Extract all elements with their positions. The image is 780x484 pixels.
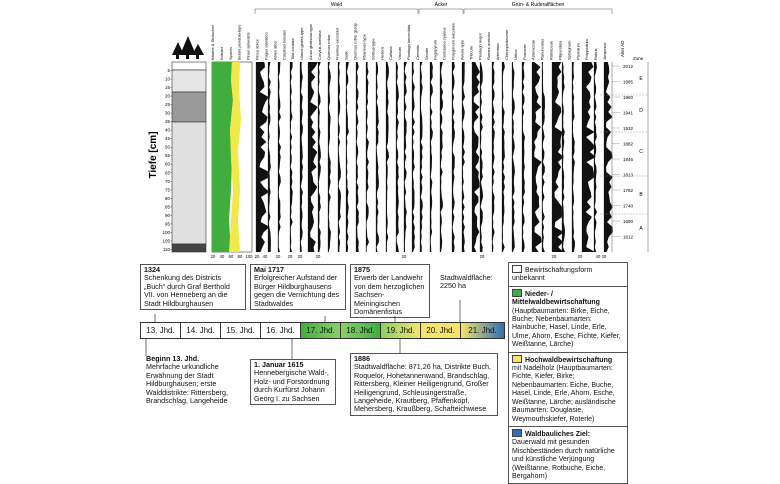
taxon-label: Fagopyrum bbox=[432, 39, 438, 60]
dating-label: 1882 bbox=[623, 141, 634, 147]
depth-tick-label: 10 bbox=[164, 76, 170, 82]
taxon-label: Rubiaceae bbox=[548, 40, 554, 60]
swatch-wald bbox=[512, 429, 522, 437]
dating-label: 1740 bbox=[623, 203, 634, 209]
depth-tick-label: 70 bbox=[164, 178, 170, 184]
depth-tick-label: 20 bbox=[164, 93, 170, 99]
depth-tick-label: 15 bbox=[164, 85, 170, 91]
scale-label: 40 bbox=[219, 254, 225, 259]
taxon-label: Avena-type bbox=[459, 39, 465, 60]
scale-label: 20 bbox=[287, 254, 293, 259]
taxon-curve bbox=[420, 62, 423, 252]
taxon-label: Sorbus-type bbox=[370, 38, 376, 60]
taxon-curve bbox=[256, 62, 270, 252]
taxon-label: Cerealia bbox=[414, 45, 420, 60]
zone-label: B bbox=[639, 192, 643, 198]
dating-label: 1846 bbox=[623, 157, 634, 162]
legend-hoch: Hochwaldbewirtschaftung mit Nadelholz (Hauptbaumarten: Fichte, Kiefer, Birke; Nebenbaumarten: Eiche, Buche, Hasel, Linde, Erle, Ahorn, Esche, Weißtanne, Lärche; ausländische Baumarten: Douglasie, Weymouthskiefer, Roterle) bbox=[509, 353, 627, 427]
taxon-label: Betula pendula-type bbox=[236, 24, 242, 60]
century-label: 16. Jhd. bbox=[266, 326, 295, 335]
scale-label: 20 bbox=[254, 254, 260, 259]
century-21 bbox=[460, 322, 505, 339]
dating-label: 1932 bbox=[623, 126, 634, 131]
legend-nieder: Nieder- / Mittelwaldbewirtschaftung (Hauptbaumarten: Birke, Eiche, Buche; Nebenbaumarten: Hainbuche, Hasel, Linde, Erle, Ulme, Ahorn, Esche, Fichte, Kiefer, Weißtanne, Lärche) bbox=[509, 287, 627, 353]
century-label: 13. Jhd. bbox=[146, 326, 175, 335]
taxon-curve bbox=[462, 62, 465, 252]
century-16 bbox=[260, 322, 301, 339]
depth-tick-label: 85 bbox=[164, 204, 170, 210]
taxon-curve bbox=[386, 62, 389, 252]
century-label: 19. Jhd. bbox=[386, 326, 415, 335]
taxon-curve bbox=[346, 62, 349, 252]
century-17 bbox=[300, 322, 341, 339]
century-label: 17. Jhd. bbox=[306, 326, 335, 335]
scale-label: 20 bbox=[551, 254, 557, 259]
scale-label: 20 bbox=[297, 254, 303, 259]
taxon-label: Artemisia bbox=[495, 43, 501, 60]
century-13 bbox=[140, 322, 181, 339]
event-beginn-13: Beginn 13. Jhd. Mehrfache urkundliche Erwähnung der Stadt Hildburghausen; erste Walddistrikte: Rittersberg, Brandschlag, Langeheide bbox=[146, 354, 229, 406]
taxon-label: Fagus sylvatica bbox=[263, 32, 269, 60]
summary-curve bbox=[212, 62, 252, 252]
event-1324: 1324 Schenkung des Districts „Buch“ durch Graf Berthold VII. von Henneberg an die Stadt Hildburghausen bbox=[140, 264, 246, 310]
dating-label: 1960 bbox=[623, 95, 634, 100]
taxon-label: Calluna bbox=[388, 46, 394, 60]
scale-label: 40 bbox=[262, 254, 268, 259]
taxon-curve bbox=[308, 62, 318, 252]
taxon-label: Ulmus glabra-type bbox=[299, 27, 305, 60]
dating-label: 1813 bbox=[623, 172, 634, 178]
scale-label: 20 bbox=[479, 254, 485, 259]
event-1717: Mai 1717 Erfolgreicher Aufstand der Bürger Hildburghausens gegen die Vernichtung des Stadtwaldes bbox=[250, 264, 346, 310]
scale-label: 20 bbox=[577, 254, 583, 259]
taxon-label: Rumex acetosa bbox=[486, 32, 492, 60]
taxon-label: Quercus robur group bbox=[352, 23, 358, 60]
taxon-label: Tilia cordata bbox=[290, 38, 296, 60]
scale-label: 40 bbox=[595, 254, 601, 259]
dating-label: 2012 bbox=[623, 64, 634, 69]
event-1886: 1886 Stadtwaldfläche: 871,26 ha, Distrikte Buch, Roquelor, Hohetannenwand, Brandschlag, Rittersberg, Kleiner Heiligengrund, Großer Heiligengrund, Schleusingerstraße, Langeheide, Krautberg, Pfaffenkopf, Mehersberg, Kraußberg, Schafteichwiese bbox=[350, 353, 498, 416]
dating-label: 1782 bbox=[623, 188, 634, 193]
depth-tick-label: 40 bbox=[164, 127, 170, 133]
taxon-label: Corylus avellana bbox=[316, 30, 322, 60]
taxon-curve bbox=[396, 62, 399, 252]
depth-tick-label: 75 bbox=[164, 187, 170, 193]
dating-column bbox=[612, 64, 634, 240]
dating-label: 1941 bbox=[623, 110, 634, 116]
century-label: 14. Jhd. bbox=[186, 326, 215, 335]
taxon-curve bbox=[472, 62, 480, 252]
taxon-curve bbox=[542, 62, 545, 252]
century-label: 15. Jhd. bbox=[226, 326, 255, 335]
depth-tick-label: 5 bbox=[167, 68, 170, 74]
swatch-hoch bbox=[512, 355, 522, 363]
swatch-nieder bbox=[512, 289, 522, 297]
event-stadtwald: Stadtwaldfläche: 2250 ha bbox=[440, 273, 493, 291]
century-19 bbox=[380, 322, 421, 339]
scale-label: 20 bbox=[601, 254, 607, 259]
scale-label: 20 bbox=[275, 254, 281, 259]
century-label: 18. Jhd. bbox=[346, 326, 375, 335]
scale-label: 80 bbox=[237, 254, 243, 259]
forest-icon bbox=[172, 36, 204, 59]
century-20 bbox=[420, 322, 461, 339]
taxon-curve bbox=[604, 62, 613, 252]
taxon-curve bbox=[440, 62, 443, 252]
depth-axis-label: Tiefe [cm] bbox=[148, 131, 159, 179]
taxon-curve bbox=[366, 62, 369, 252]
taxon-label: Pteridium bbox=[575, 43, 581, 60]
depth-tick-label: 50 bbox=[164, 144, 170, 150]
taxon-label: Bäume & Sträucher bbox=[210, 25, 215, 60]
taxon-curve bbox=[572, 62, 575, 252]
depth-tick-label: 30 bbox=[164, 110, 170, 116]
century-15 bbox=[220, 322, 261, 339]
taxon-curve bbox=[412, 62, 415, 252]
lithology-column bbox=[172, 62, 206, 252]
taxon-label: Alnus glutinosa-type bbox=[308, 23, 313, 60]
taxon-curve bbox=[268, 62, 271, 252]
century-label: 21. Jhd. bbox=[468, 326, 497, 335]
taxon-label: Carpinus betulus bbox=[281, 29, 287, 60]
event-1615: 1. Januar 1615 Hennebergische Wald-, Holz- und Forstordnung durch Kurfürst Johann Georg I. zu Sachsen bbox=[250, 359, 336, 405]
taxon-label: Ranunculus bbox=[539, 38, 545, 60]
taxon-label: Viscum bbox=[397, 46, 403, 60]
taxon-curve bbox=[300, 62, 303, 252]
taxon-label: Abies alba bbox=[272, 41, 278, 60]
depth-tick-label: 35 bbox=[164, 119, 170, 125]
taxon-label: Rubus bbox=[593, 48, 599, 60]
legend-unknown: Bewirtschaftungsform unbekannt bbox=[509, 263, 627, 287]
zone-label: D bbox=[639, 108, 643, 114]
taxon-curve bbox=[290, 62, 293, 252]
taxon-label: Quercus robur bbox=[325, 34, 331, 60]
taxon-label: Kräuter bbox=[218, 46, 224, 60]
taxon-label: Plantago lanceolata bbox=[406, 24, 411, 60]
century-label: 20. Jhd. bbox=[426, 326, 455, 335]
taxon-label: Pinus sylvestris bbox=[245, 32, 251, 60]
taxon-label: Polypodium bbox=[584, 39, 590, 60]
depth-tick-label: 90 bbox=[164, 212, 170, 218]
group-label: Wald bbox=[330, 2, 343, 8]
taxon-label: Poaceae bbox=[521, 44, 527, 60]
century-18 bbox=[340, 322, 381, 339]
taxon-label: Picea abies bbox=[254, 39, 260, 60]
taxon-curve bbox=[338, 62, 341, 252]
taxon-curve bbox=[328, 62, 331, 252]
taxon-label: Polygonum aviculare bbox=[450, 22, 456, 60]
legend-wald: Waldbauliches Ziel: Dauerwald mit gesunden Mischbeständen durch natürliche und künstliche Verjüngung (Weißtanne, Rotbuche, Eiche, Bergahorn) bbox=[512, 430, 615, 480]
taxon-label: Rhamnus-type bbox=[361, 33, 367, 60]
scale-label: 100 bbox=[245, 254, 253, 259]
dating-label: 1612 bbox=[623, 234, 634, 240]
depth-tick-label: 65 bbox=[164, 170, 170, 176]
century-14 bbox=[180, 322, 221, 339]
depth-tick-label: 95 bbox=[164, 221, 170, 227]
taxon-curve bbox=[404, 62, 407, 252]
taxon-curve bbox=[376, 62, 379, 252]
taxon-label: Centaurea cyanus bbox=[441, 27, 447, 60]
scale-label: 20 bbox=[210, 254, 216, 259]
taxon-curve bbox=[512, 62, 515, 252]
taxon-curve bbox=[480, 62, 483, 252]
taxon-label: Urtica bbox=[512, 49, 518, 60]
taxon-curve bbox=[278, 62, 281, 252]
taxon-curve bbox=[356, 62, 359, 252]
taxon-label: Chenopodiaceae bbox=[504, 29, 509, 60]
depth-tick-label: 25 bbox=[164, 102, 170, 108]
taxon-label: Sphagnum bbox=[566, 40, 572, 60]
dating-label: 1690 bbox=[623, 219, 634, 224]
taxon-curve bbox=[522, 62, 525, 252]
taxon-curve bbox=[430, 62, 433, 252]
taxon-curve bbox=[452, 62, 455, 252]
taxon-label: Filipendula bbox=[557, 40, 563, 60]
taxon-label: Salix bbox=[343, 51, 349, 60]
group-label: Grün- & Ruderalflächen bbox=[511, 2, 565, 8]
taxon-label: Juniperus bbox=[602, 42, 607, 60]
zone-label: A bbox=[639, 226, 643, 232]
taxon-curve bbox=[492, 62, 495, 252]
taxon-label: Asteraceae bbox=[530, 39, 536, 60]
taxon-label: Fraxinus excelsior bbox=[334, 27, 340, 60]
depth-tick-label: 105 bbox=[162, 238, 170, 244]
depth-tick-label: 100 bbox=[162, 229, 170, 235]
zone-label: C bbox=[639, 149, 643, 155]
scale-label: 20 bbox=[401, 254, 407, 259]
taxon-curve bbox=[502, 62, 505, 252]
event-1875: 1875 Erwerb der Landwehr von dem herzoglichen Sachsen-Meiningischen Domänenfistus bbox=[350, 264, 430, 318]
depth-ticks bbox=[162, 68, 172, 252]
taxon-label: Secale bbox=[423, 47, 429, 60]
zone-label: E bbox=[639, 76, 643, 82]
taxon-label: Sporen bbox=[227, 47, 233, 60]
depth-tick-label: 45 bbox=[164, 136, 170, 142]
taxon-curve bbox=[318, 62, 321, 252]
depth-tick-label: 55 bbox=[164, 153, 170, 159]
taxon-curve bbox=[532, 62, 542, 252]
depth-tick-label: 110 bbox=[162, 246, 170, 252]
swatch-unknown bbox=[512, 265, 522, 273]
scale-label: 60 bbox=[228, 254, 234, 259]
legend bbox=[508, 262, 628, 484]
depth-tick-label: 80 bbox=[164, 195, 170, 201]
dating-label: 1985 bbox=[623, 79, 634, 85]
group-label: Acker bbox=[434, 2, 448, 8]
scale-label: 20 bbox=[315, 254, 321, 259]
dating-header: Alter AD bbox=[620, 40, 625, 57]
depth-tick-label: 60 bbox=[164, 161, 170, 167]
taxon-label: Plantago major bbox=[477, 33, 483, 60]
zone-header: Zone bbox=[633, 56, 644, 61]
taxon-label: Triticum bbox=[468, 45, 474, 60]
taxon-label: Hedera bbox=[379, 46, 385, 60]
